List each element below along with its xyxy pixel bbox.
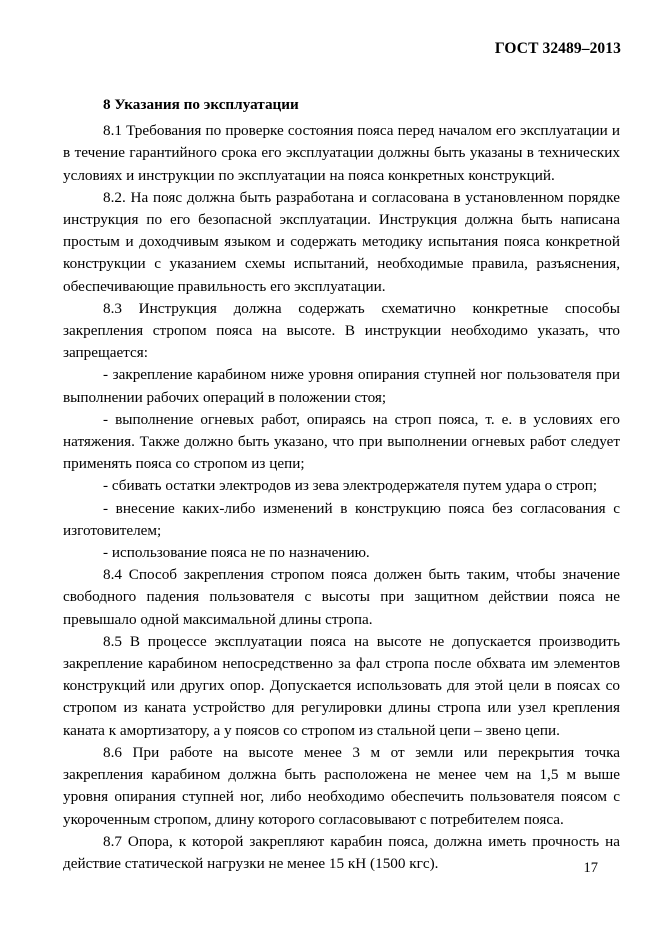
prohibition-list-item: - закрепление карабином ниже уровня опирания ступней ног пользователя при выполнении рабочих операций в положении стоя; bbox=[63, 366, 620, 406]
page-number: 17 bbox=[583, 860, 598, 876]
paragraph-8-4: 8.4 Способ закрепления стропом пояса должен быть таким, чтобы значение свободного падения пользователя с высоты при защитном действии пояса не превышало одной максимальной длины стропа. bbox=[63, 566, 620, 628]
prohibition-list-item: - сбивать остатки электродов из зева электродержателя путем удара о строп; bbox=[103, 477, 598, 495]
paragraph-8-1: 8.1 Требования по проверке состояния пояса перед началом его эксплуатации и в течение гарантийного срока его эксплуатации должны быть указаны в технических условиях и инструкции по эксплуатации на пояса конкретных конструкций. bbox=[63, 122, 620, 184]
document-body bbox=[63, 94, 620, 875]
standard-number: ГОСТ 32489–2013 bbox=[494, 40, 621, 57]
paragraph-8-2: 8.2. На пояс должна быть разработана и согласована в установленном порядке инструкция по его безопасной эксплуатации. Инструкция должна быть написана простым и доходчивым языком и содержать методику испытания пояса конкретной конструкции с указанием схемы испытаний, необходимые правила, разъяснения, обеспечивающие правильность его эксплуатации. bbox=[63, 188, 620, 295]
paragraph-8-3: 8.3 Инструкция должна содержать схематично конкретные способы закрепления стропом пояса на высоте. В инструкции необходимо указать, что запрещается: bbox=[63, 299, 620, 362]
prohibition-list-item: - использование пояса не по назначению. bbox=[103, 544, 370, 562]
paragraph-8-5: 8.5 В процессе эксплуатации пояса на высоте не допускается производить закрепление карабином непосредственно за фал стропа после обхвата им элементов конструкций или других опор. Допускается использовать для этой цели в поясах со стропом из каната устройство для регулировки длины стропа или узел крепления каната к амортизатору, а у поясов со стропом из стальной цепи – звено цепи. bbox=[63, 632, 620, 739]
prohibition-list-item: - внесение каких-либо изменений в конструкцию пояса без согласования с изготовителем; bbox=[63, 499, 620, 539]
section-heading: 8 Указания по эксплуатации bbox=[103, 96, 299, 113]
prohibition-list-item: - выполнение огневых работ, опираясь на строп пояса, т. е. в условиях его натяжения. Также должно быть указано, что при выполнении огневых работ следует применять пояса со стропом из цепи; bbox=[63, 410, 620, 473]
paragraph-8-6: 8.6 При работе на высоте менее 3 м от земли или перекрытия точка закрепления карабином должна быть расположена не менее чем на 1,5 м выше уровня опирания ступней ног, либо необходимо обеспечить пользователя поясом с укороченным стропом, длину которого согласовывают с потребителем пояса. bbox=[63, 743, 620, 828]
paragraph-8-7: 8.7 Опора, к которой закрепляют карабин пояса, должна иметь прочность на действие статической нагрузки не менее 15 кН (1500 кгс). bbox=[63, 832, 620, 872]
